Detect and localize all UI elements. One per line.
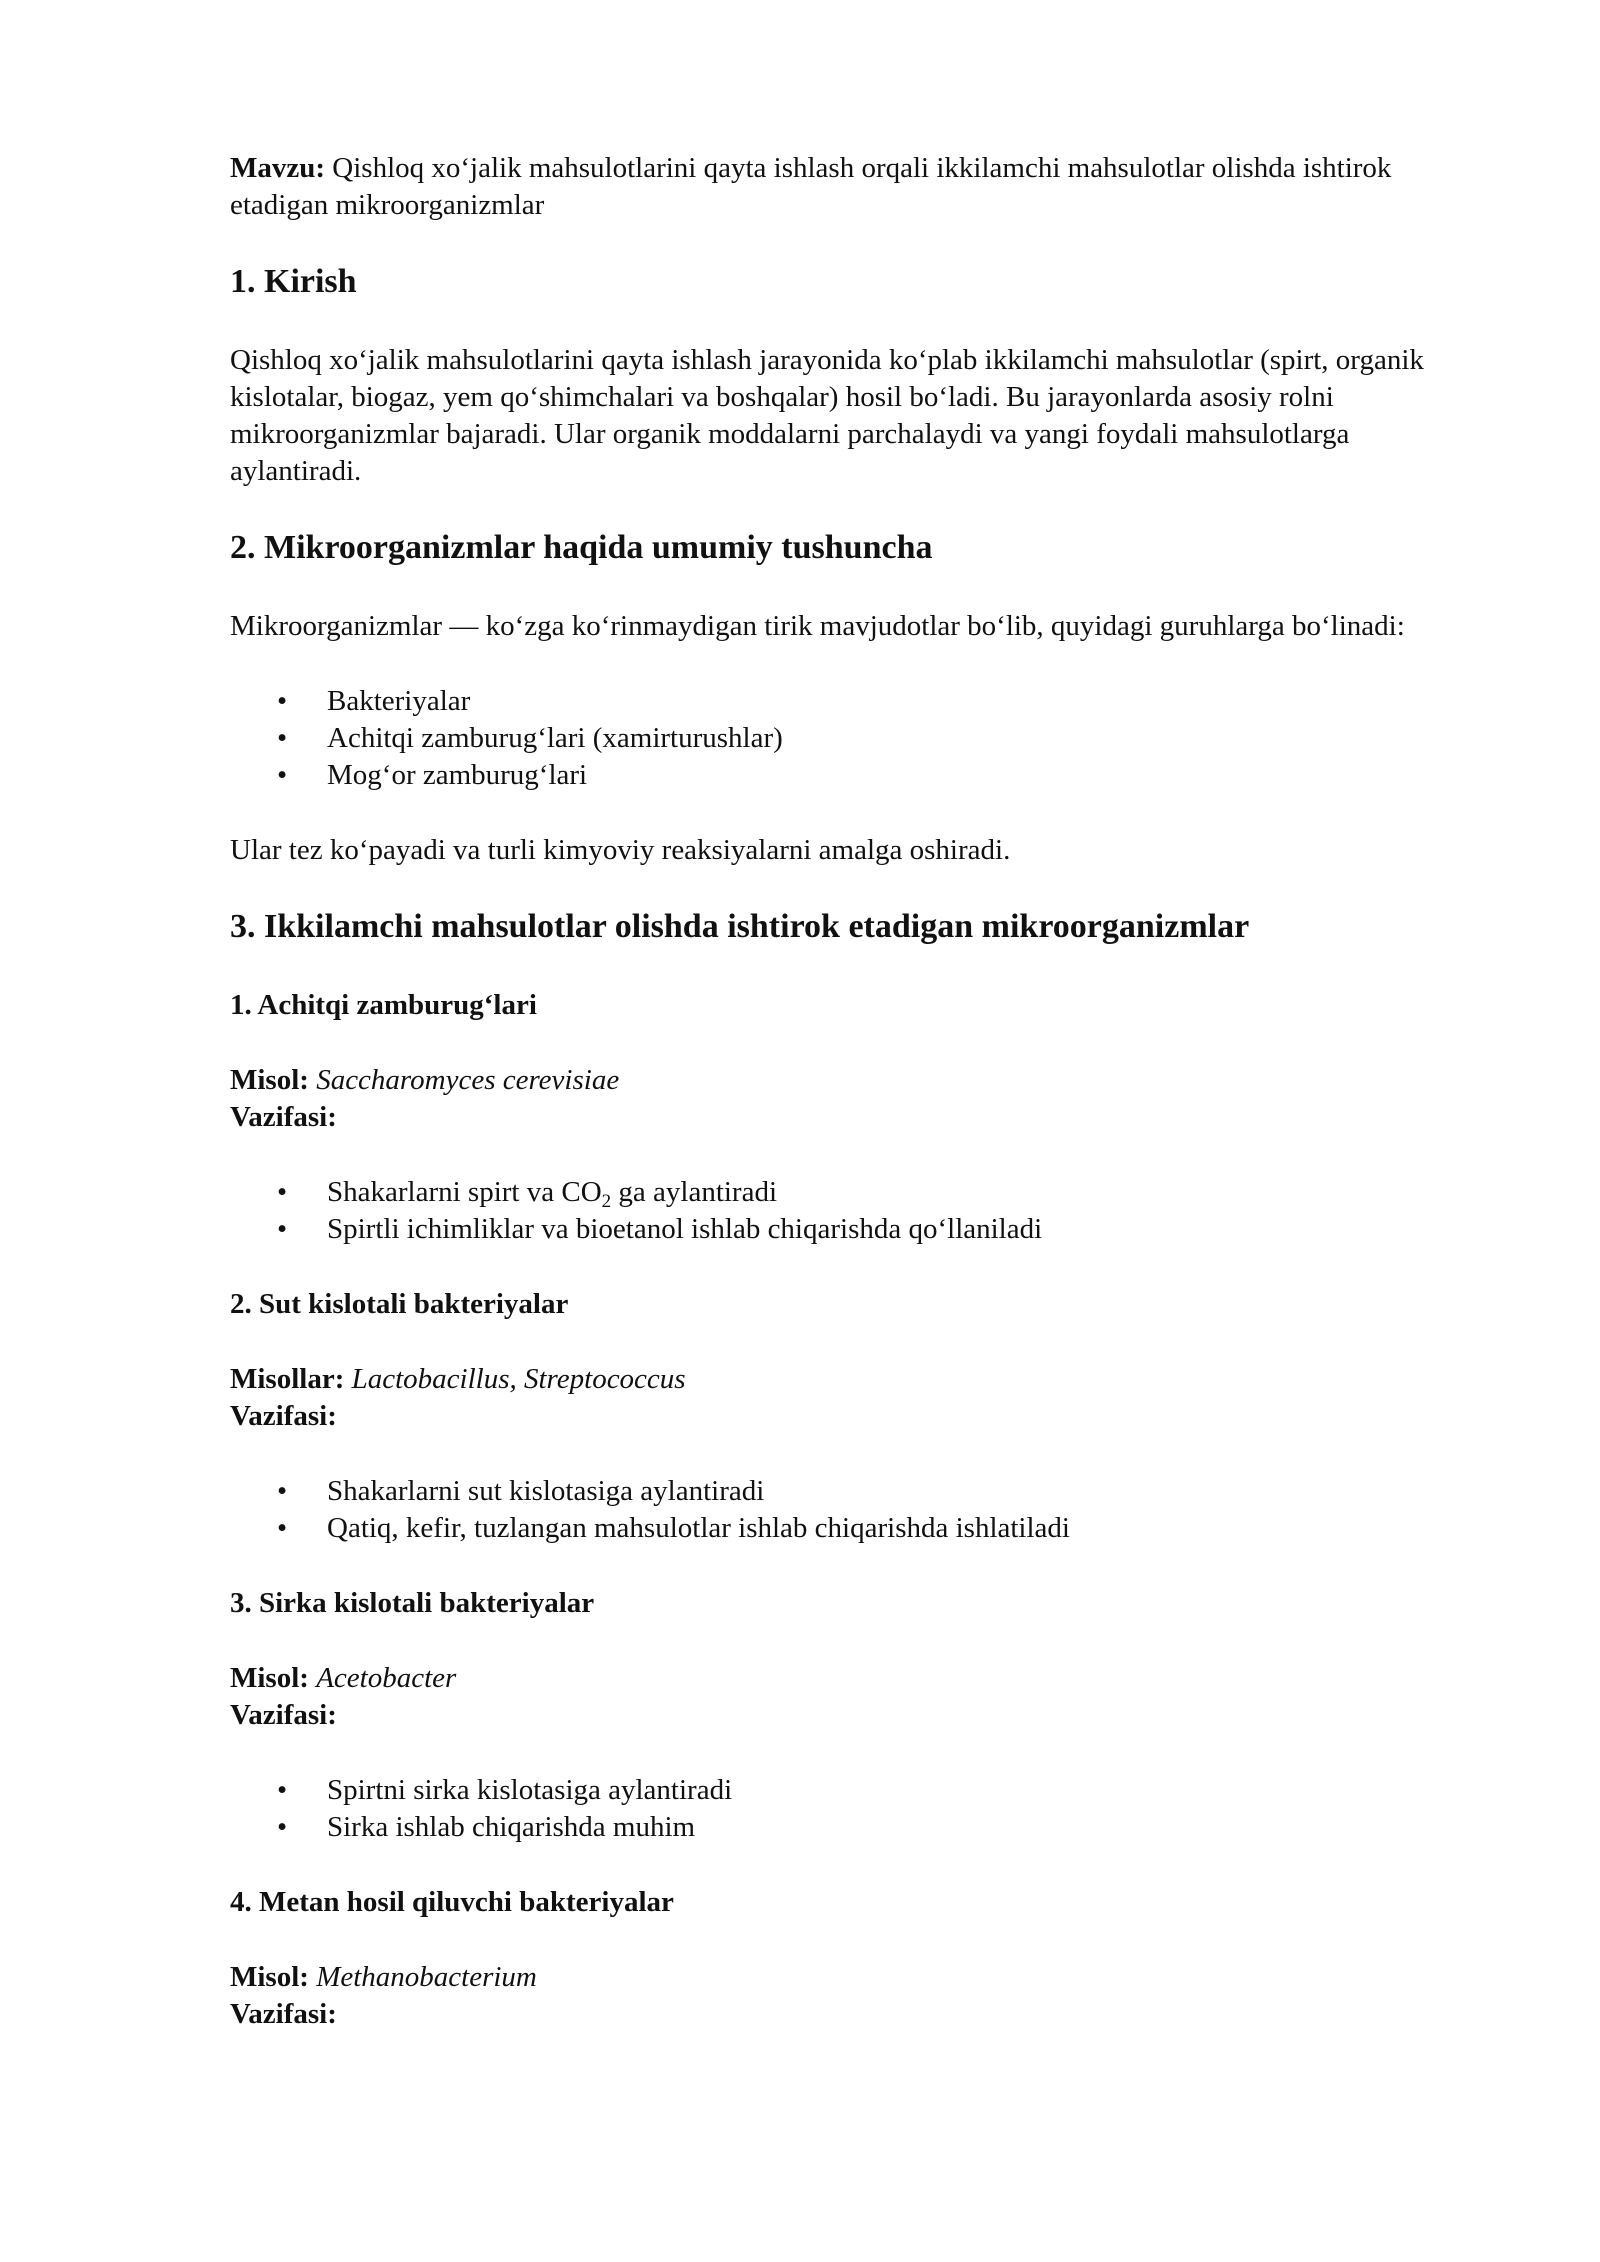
list-item: • Spirtni sirka kislotasiga aylantiradi bbox=[230, 1772, 1460, 1809]
function-label: Vazifasi: bbox=[230, 1699, 337, 1731]
function-label: Vazifasi: bbox=[230, 1101, 337, 1133]
bullet-icon: • bbox=[277, 1512, 288, 1544]
function-list bbox=[230, 1772, 1460, 1846]
list-item: • Spirtli ichimliklar va bioetanol ishlab chiqarishda qo‘llaniladi bbox=[230, 1211, 1460, 1248]
bullet-icon: • bbox=[277, 1176, 288, 1208]
document-page bbox=[230, 150, 1460, 2033]
example-organism: Lactobacillus, Streptococcus bbox=[351, 1363, 686, 1395]
function-label: Vazifasi: bbox=[230, 1998, 337, 2030]
list-item: • Bakteriyalar bbox=[230, 683, 1460, 720]
general-paragraph: Mikroorganizmlar — ko‘zga ko‘rinmaydigan tirik mavjudotlar bo‘lib, quyidagi guruhlarga bo‘linadi: bbox=[230, 610, 1405, 642]
general-closing: Ular tez ko‘payadi va turli kimyoviy reaksiyalarni amalga oshiradi. bbox=[230, 834, 1011, 866]
topic-label: Mavzu: bbox=[230, 152, 326, 184]
bullet-icon: • bbox=[277, 722, 288, 754]
group-title-yeast: 1. Achitqi zamburug‘lari bbox=[230, 989, 537, 1021]
example-line: Misol: Saccharomyces cerevisiae bbox=[230, 1064, 620, 1096]
example-line: Misollar: Lactobacillus, Streptococcus bbox=[230, 1363, 686, 1395]
heading-intro: 1. Kirish bbox=[230, 263, 357, 300]
group-title-lactic: 2. Sut kislotali bakteriyalar bbox=[230, 1288, 569, 1320]
list-item: • Shakarlarni spirt va $CO_2$ ga aylantiradi bbox=[277, 1176, 778, 1212]
example-organism: Methanobacterium bbox=[316, 1961, 537, 1993]
bullet-icon: • bbox=[277, 1213, 288, 1245]
bullet-icon: • bbox=[277, 1811, 288, 1843]
example-organism: Acetobacter bbox=[316, 1662, 457, 1694]
function-list bbox=[230, 1473, 1460, 1547]
topic-line bbox=[230, 150, 1460, 224]
group-list bbox=[230, 683, 1460, 794]
bullet-icon: • bbox=[277, 759, 288, 791]
bullet-icon: • bbox=[277, 1774, 288, 1806]
list-item: • Mog‘or zamburug‘lari bbox=[230, 757, 1460, 794]
bullet-icon: • bbox=[277, 1475, 288, 1507]
function-list bbox=[230, 1174, 1460, 1248]
list-item: • Qatiq, kefir, tuzlangan mahsulotlar ishlab chiqarishda ishlatiladi bbox=[230, 1510, 1460, 1547]
group-title-acetic: 3. Sirka kislotali bakteriyalar bbox=[230, 1587, 595, 1619]
example-line: Misol: Acetobacter bbox=[230, 1662, 457, 1694]
intro-paragraph: Qishloq xo‘jalik mahsulotlarini qayta ishlash jarayonida ko‘plab ikkilamchi mahsulotlar (spirt, organik kislotalar, biogaz, yem qo‘shimchalari va boshqalar) hosil bo‘ladi. Bu jarayonlarda asosiy rolni mikroorganizmlar bajaradi. Ular organik moddalarni parchalaydi va yangi foydali mahsulotlarga aylantiradi. bbox=[230, 344, 1424, 487]
function-label: Vazifasi: bbox=[230, 1400, 337, 1432]
list-item: • Shakarlarni sut kislotasiga aylantiradi bbox=[230, 1473, 1460, 1510]
list-item: • Achitqi zamburug‘lari (xamirturushlar) bbox=[230, 720, 1460, 757]
example-line: Misol: Methanobacterium bbox=[230, 1961, 537, 1993]
group-title-methane: 4. Metan hosil qiluvchi bakteriyalar bbox=[230, 1886, 674, 1918]
bullet-icon: • bbox=[277, 685, 288, 717]
heading-general: 2. Mikroorganizmlar haqida umumiy tushuncha bbox=[230, 529, 933, 566]
topic-text: Qishloq xo‘jalik mahsulotlarini qayta ishlash orqali ikkilamchi mahsulotlar olishda ishtirok etadigan mikroorganizmlar bbox=[230, 152, 1392, 221]
heading-secondary: 3. Ikkilamchi mahsulotlar olishda ishtirok etadigan mikroorganizmlar bbox=[230, 908, 1250, 945]
list-item: • Sirka ishlab chiqarishda muhim bbox=[230, 1809, 1460, 1846]
example-organism: Saccharomyces cerevisiae bbox=[316, 1064, 620, 1096]
